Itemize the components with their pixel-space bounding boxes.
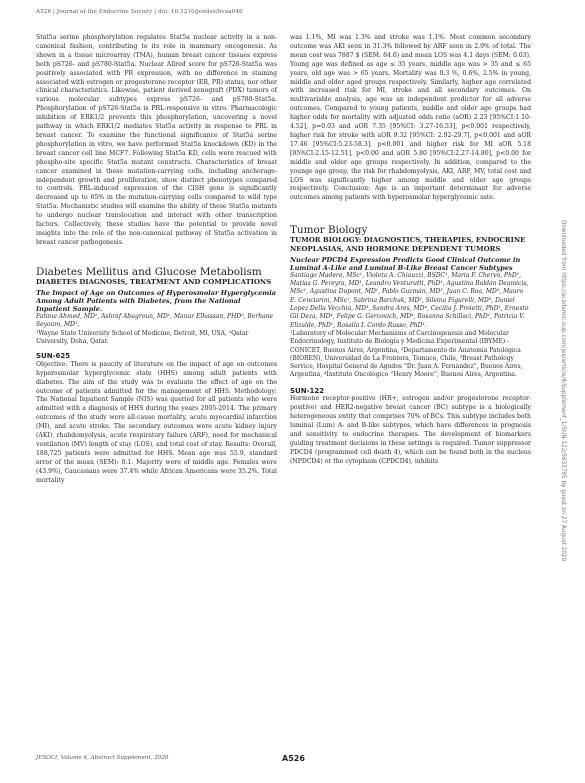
running-head: A526 | Journal of the Endocrine Society | doi: 10.1210/jendso/bvaa046 bbox=[36, 9, 243, 15]
section-title: Tumor Biology bbox=[290, 224, 368, 237]
abstract-title: The Impact of Age on Outcomes of Hyperosmolar Hyperglycemia Among Adult Patients with Diabetes, from the National Inpatient Sample. bbox=[36, 289, 277, 314]
abstract-text: Hormone receptor-positive (HR+, estrogen and/or progesterone receptor-positive) and HER2-negative breast cancer (BC) subtype is a biologically heterogeneous entity that comprises 70% of BCs. This subtype includes both luminal (Lum) A- and B-like subtypes, which have differences in prognosis and sensitivity to endocrine therapies. The development of biomarkers guiding treatment decisions in these settings is required. Tumor suppressor PDCD4 (programmed cell death 4), which can be found both in the nucleus (NPDCD4) or the cytoplasm (CPDCD4), inhibits bbox=[290, 395, 531, 465]
abstract-id: SUN-625 bbox=[36, 352, 71, 361]
download-note-text: Downloaded from https://academic.oup.com/jes/article/4/Supplement_1/SUN-122/5833795 by guest on 27 August 2020 bbox=[560, 220, 566, 562]
abstract-affiliations: ¹Laboratory of Molecular Mechanisms of Carcinogenesis and Molecular Endocrinology, Instituto de Biología y Medicina Experimental (IBYME) - CONICET, Buenos Aires, Argentina, ²Departamento de Anatomía Patológica (BIOREN), Universidad de La Frontera, Temuco, Chile, ³Breast Pathology Service, Hospital General de Agudos “Dr. Juan A. Fernández”, Buenos Aires, Argentina, ⁴Instituto Oncológico “Henry Moore”, Buenos Aires, Argentina. bbox=[290, 329, 523, 379]
left-column bbox=[36, 34, 277, 486]
abstract-authors: Santiago Madera, MSc¹, Violeta A. Chiauzzi, BSDC¹, Maria F. Chervo, PhD¹, Matías G. Pereyra, MD¹, Leandro Venturutti, PhD¹, Agustina Roldán Deamicis, MSc¹, Agustina Dupont, MD¹, Pablo Guzmán, MD², Juan C. Roa, MD², Mauro E. Cenciarini, MSc¹, Sabrina Barchuk, MD³, Silvina Figurelli, MD³, Daniel Lopez Della Vecchia, MD³, Sandra Ares, MD⁴, Cecilia J. Proietti, PhD¹, Ernesto Gil Deza, MD⁴, Felipe G. Gercovich, MD⁴, Rosanna Schillaci, PhD¹, Patricia V. Elizalde, PhD¹, Rosalía I. Cordo Russo, PhD¹. bbox=[290, 271, 529, 329]
abstract-affiliations: ¹Wayne State University School of Medicine, Detroit, MI, USA, ²Qatar University, Doha, Qatar. bbox=[36, 329, 249, 346]
abstract-title: Nuclear PDCD4 Expression Predicts Good Clinical Outcome in Luminal A-Like and Luminal B-Like Breast Cancer Subtypes bbox=[290, 255, 521, 272]
download-note bbox=[558, 220, 568, 580]
abstract-id: SUN-122 bbox=[290, 386, 325, 395]
right-column bbox=[290, 34, 531, 466]
abstract-text: Objective: There is paucity of literature on the impact of age on outcomes hyperosmolar hyperglycemic state (HHS) among adult patients with diabetes. The aim of the study was to evaluate the effect of age on the outcome of patients admitted for the management of HHS. Methodology: The National Inpatient Sample (NIS) was queried for all patients who were admitted with a diagnosis of HHS during the years 2005-2014. The primary outcomes of the study were all-cause mortality, acute myocardial infarction (MI), and acute stroke. The secondary outcomes were acute kidney injury (AKI), rhabdomyolysis, acute respiratory failure (ARF), need for mechanical ventilation (MV) length of stay (LOS), and total cost of stay. Results: Overall, 188,725 patients were admitted for HHS. Mean age was 55.9, standard error of the mean (SEM): 0.1. Majority were of middle age. Females were (43.9%), Caucasians were 37.4% while African Americans were 35.2%. Total mortality bbox=[36, 360, 277, 484]
section-subtitle: DIABETES DIAGNOSIS, TREATMENT AND COMPLICATIONS bbox=[36, 277, 272, 286]
continuation-text: Stat5a serine phosphorylation regulates Stat5a nuclear activity in a non-canonical fashion, contributing to its role in mammary oncogenesis. As shown in a tissue microarray (TMA), human breast cancer tissues express both pS726- and pS780-Stat5a. Nuclear Allred score for pS726-Stat5a was positively associated with PR expression, with no difference in staining associated with estrogen or progesterone receptor (ER, PR) status, nor other clinical characteristics. Likewise, patient derived xenograft (PDX) tumors of various molecular subtypes express pS726- and pS780-Stat5a. Phosphorylation of pS726-Stat5a is PRL-responsive in vitro. Pharmacologic inhibition of ERK1/2 prevents this phosphorylation, uncovering a novel pathway in which ERK1/2 mediates Stat5a activity in response to PRL in breast cancer. To examine the functional significance of Stat5a serine phosphorylation in vitro, we have performed Stat5a knockdown (KD) in the breast cancer cell line MCF7. Following Stat5a KD, cells were rescued with phospho-site specific Stat5a mutant constructs. Characteristics of breast cancer examined in these mutation-carrying cells, including anchorage-independent growth and proliferation, show distinct phenotypes compared to controls. PRL-induced expression of the CISH gene is significantly decreased up to 65% in the mutation-carrying cells compared to wild type Stat5a. Mechanistic studies will examine the ability of these Stat5a mutants to undergo nuclear translocation and interact with other transcription factors. Collectively, these studies have the potential to provide novel insights into the role of the non-canonical pathway of Stat5a activation in breast cancer pathogenesis. bbox=[36, 34, 277, 246]
footer-page-number: A526 bbox=[282, 754, 305, 763]
section-subtitle: TUMOR BIOLOGY: DIAGNOSTICS, THERAPIES, ENDOCRINE NEOPLASIAS, AND HORMONE DEPENDENT TUMORS bbox=[290, 236, 526, 253]
footer-journal: JESOCI, Volume 4, Abstract Supplement, 2020 bbox=[36, 755, 169, 761]
continuation-text: was 1.1%, MI was 1.3% and stroke was 1.1%. Most common secondary outcome was AKI seen in 31.3% followed by ARF seen in 2.9% of total. The mean cost was 7887 $ (SEM: 84.6) and mean LOS was 4.1 days (SEM: 0.03). Young age was defined as age ≤ 35 years, middle age was > 35 and ≤ 65 years, old age was > 65 years. Mortality was 0.3 %, 0.6%, 2.5% in young, middle and older aged groups respectively. Similarly, higher age correlated with increased risk for MI, stroke and all secondary outcomes. On multivariable analysis, age was an independent predictor for all adverse outcomes. Compared to young patients, middle and older age groups had higher odds for mortality with adjusted odds ratio (aOR) 2.23 [95%CI:1.10-4.52], p=0.03 and aOR 7.35 [95%CI: 3.27-16.53], p<0.001 respectively, higher risk for stroke with aOR 9.32 [95%CI: 2.92-29.7], p<0.001 and aOR 17.46 [95%CI:5.23-58.3], p<0.001 and higher risk for MI aOR 5.18 [95%CI:2.15-12.51], p<0.00 and aOR 5.80 [95%CI:2.27-14.80], p<0.00 for middle and older age groups respectively. In addition, compared to the younge age group, the risk for rhabdomyolysis, AKI, ARF, MV, total cost and LOS was significantly higher among middle and older age groups respectively. Conclusion: Age is an important determinant for adverse outcomes among patients with hyperosmolar hyperglycemic sate. bbox=[290, 34, 531, 202]
abstract-authors: Fatima Ahmed, MD¹, Ashraf Abugroun, MD¹, Manar Elhassan, PHD², Berhane Seyoum, MD¹. bbox=[36, 313, 274, 329]
section-title: Diabetes Mellitus and Glucose Metabolism bbox=[36, 265, 262, 278]
